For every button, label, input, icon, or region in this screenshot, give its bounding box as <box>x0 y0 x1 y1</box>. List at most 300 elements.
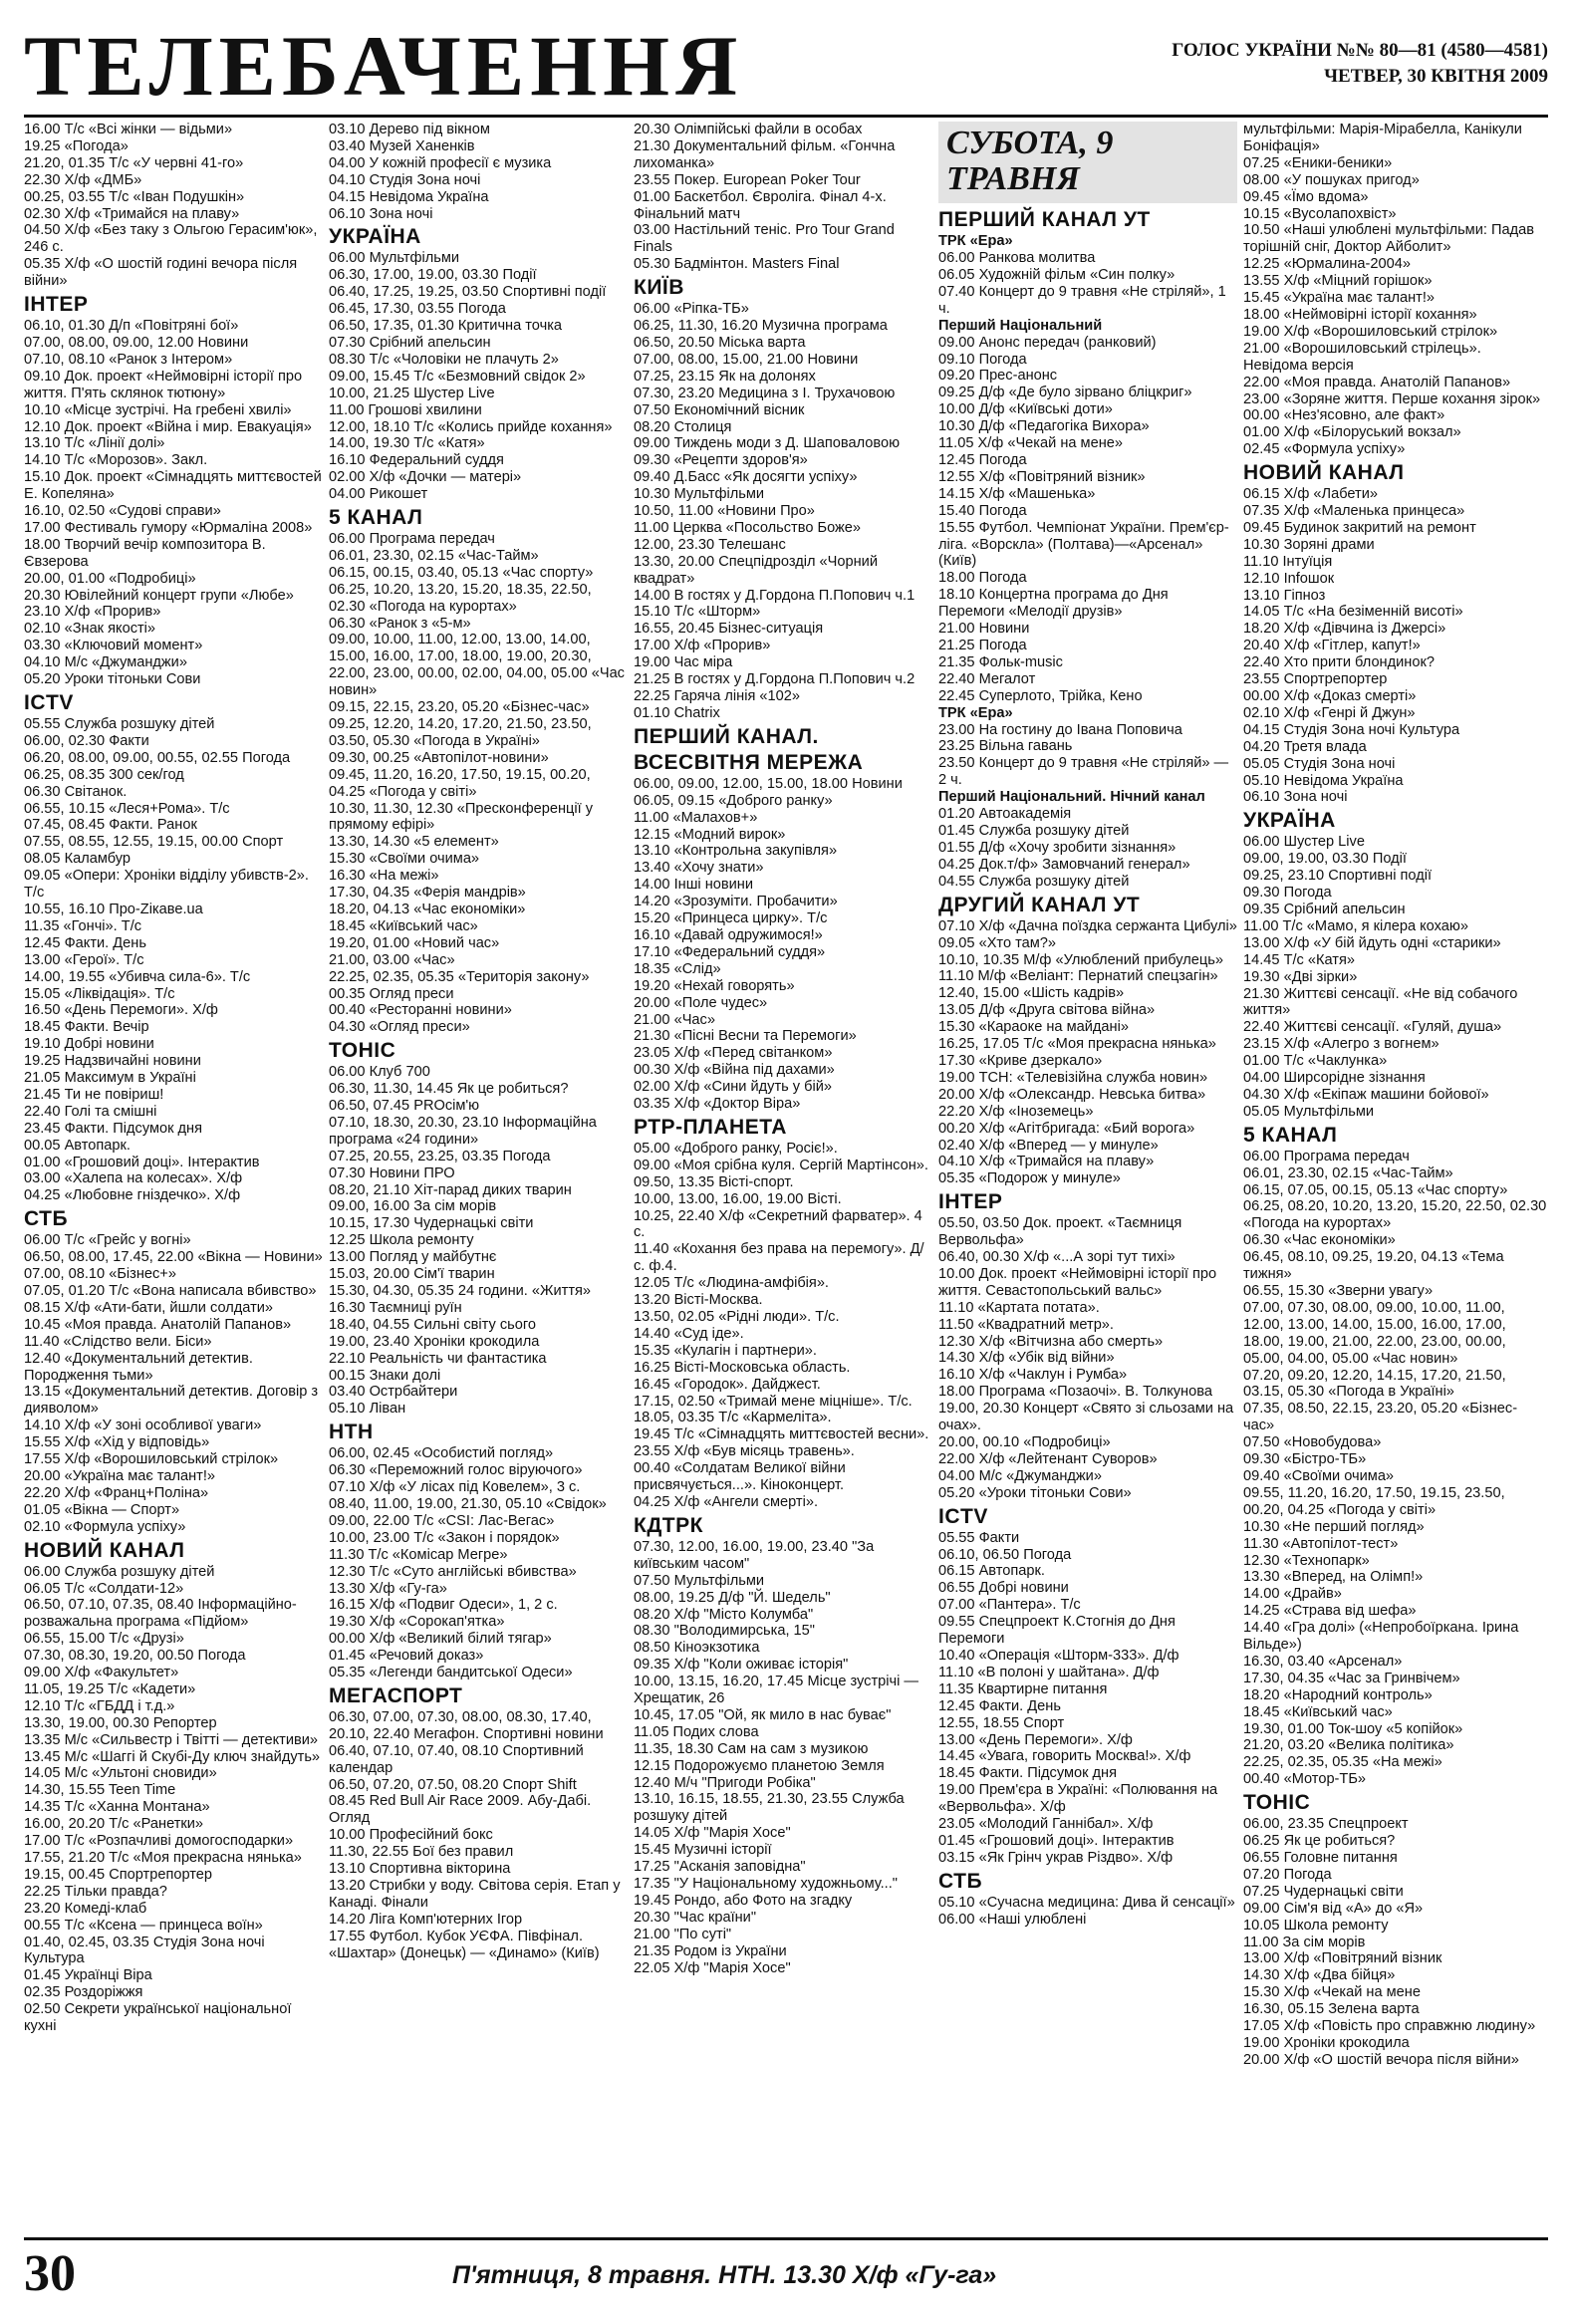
program-listing: 06.00, 02.45 «Особистий погляд» <box>329 1445 554 1462</box>
program-listing: 13.10, 16.15, 18.55, 21.30, 23.55 Служба розшуку дітей <box>634 1791 905 1825</box>
channel-subheading: Перший Національний. Нічний канал <box>938 789 1205 806</box>
program-listing: 16.10 Федеральний суддя <box>329 452 504 469</box>
program-listing: 07.50 «Новобудова» <box>1243 1434 1382 1451</box>
program-listing: 06.25, 08.35 300 сек/год <box>24 766 184 783</box>
channel-heading: НОВИЙ КАНАЛ <box>1243 461 1405 485</box>
program-listing: 18.10 Концертна програма до Дня Перемоги «Мелодії друзів» <box>938 587 1169 621</box>
program-listing: 06.00, 02.30 Факти <box>24 732 149 749</box>
program-listing: 08.00 «У пошуках пригод» <box>1243 171 1420 188</box>
program-listing: 07.35 Х/ф «Маленька принцеса» <box>1243 503 1465 520</box>
channel-heading: СТБ <box>938 1869 983 1893</box>
channel-heading: ТОНІС <box>329 1039 396 1063</box>
channel-heading: КДТРК <box>634 1513 703 1537</box>
day-heading: СУБОТА, 9 ТРАВНЯ <box>938 122 1237 203</box>
program-listing: 14.10 Т/с «Морозов». Закл. <box>24 452 208 469</box>
program-listing: 06.05 Т/с «Солдати-12» <box>24 1580 184 1597</box>
program-listing: 17.05 Х/ф «Повість про справжню людину» <box>1243 2018 1536 2035</box>
program-listing: 14.00 В гостях у Д.Гордона П.Попович ч.1 <box>634 587 916 604</box>
program-listing: 03.15 «Як Грінч украв Різдво». Х/ф <box>938 1849 1174 1866</box>
program-listing: 07.55, 08.55, 12.55, 19.15, 00.00 Спорт <box>24 834 284 851</box>
program-listing: 20.00 Х/ф «Олександр. Невська битва» <box>938 1086 1206 1103</box>
program-listing: 16.25, 17.05 Т/с «Моя прекрасна нянька» <box>938 1036 1216 1053</box>
program-listing: 11.05 Подих слова <box>634 1723 759 1740</box>
program-listing: 03.30 «Ключовий момент» <box>24 638 203 654</box>
program-listing: 18.00 Програма «Позаочі». В. Толкунова <box>938 1384 1212 1401</box>
program-listing: 06.20, 08.00, 09.00, 00.55, 02.55 Погода <box>24 749 291 766</box>
program-listing: 19.45 Т/с «Сімнадцять миттєвостей весни». <box>634 1426 929 1443</box>
program-listing: 01.45 «Речовий доказ» <box>329 1648 484 1665</box>
program-listing: 14.45 «Увага, говорить Москва!». Х/ф <box>938 1748 1191 1765</box>
program-listing: 06.55, 10.15 «Леся+Рома». Т/с <box>24 800 230 817</box>
program-listing: 09.00 Тиждень моди з Д. Шаповаловою <box>634 435 901 452</box>
program-listing: 13.35 М/с «Сильвестр і Твітті — детективи» <box>24 1731 318 1748</box>
program-listing: 10.55, 16.10 Про-Zікаве.ua <box>24 901 203 917</box>
program-listing: 04.30 «Огляд преси» <box>329 1019 470 1036</box>
program-listing: 18.20 Х/ф «Дівчина із Джерсі» <box>1243 621 1446 638</box>
program-listing: 12.25 Школа ремонту <box>329 1232 474 1249</box>
channel-heading: УКРАЇНА <box>329 225 421 249</box>
program-listing: 09.40 «Своїми очима» <box>1243 1467 1395 1484</box>
program-listing: 19.20 «Нехай говорять» <box>634 977 795 994</box>
program-listing: 00.00 Х/ф «Доказ смерті» <box>1243 688 1417 704</box>
program-listing: 09.20 Прес-анонс <box>938 368 1058 385</box>
program-listing: 17.10 «Федеральний суддя» <box>634 943 826 960</box>
program-listing: 01.45 Служба розшуку дітей <box>938 823 1130 840</box>
program-listing: 16.30 Таємниці руїн <box>329 1299 462 1316</box>
program-listing: 17.30, 04.35 «Ферія мандрів» <box>329 885 526 902</box>
program-listing: 06.00 «Наші улюблені <box>938 1911 1087 1928</box>
program-listing: 14.45 Т/с «Катя» <box>1243 951 1356 968</box>
program-listing: 05.35 «Подорож у минуле» <box>938 1170 1121 1187</box>
program-listing: 09.45 Будинок закритий на ремонт <box>1243 519 1476 536</box>
program-listing: 19.00, 20.30 Концерт «Свято зі сльозами на очах». <box>938 1401 1234 1434</box>
newspaper-name: ГОЛОС УКРАЇНИ №№ 80—81 (4580—4581) <box>1172 40 1548 61</box>
program-listing: 20.30 Ювілейний концерт групи «Любе» <box>24 587 294 604</box>
program-listing: 06.10 Зона ночі <box>1243 789 1348 806</box>
program-listing: 04.25 Док.т/ф» Замовчаний генерал» <box>938 856 1190 873</box>
program-listing: 10.15, 17.30 Чудернацькі світи <box>329 1215 534 1232</box>
program-listing: 17.30, 04.35 «Час за Гринвічем» <box>1243 1670 1460 1686</box>
program-listing: 11.35, 18.30 Сам на сам з музикою <box>634 1740 869 1757</box>
program-listing: 15.10 Т/с «Шторм» <box>634 604 761 621</box>
program-listing: 23.00 На гостину до Івана Поповича <box>938 721 1182 738</box>
schedule-column-3 <box>634 122 932 2233</box>
program-listing: 23.50 Концерт до 9 травня «Не стріляй» — 2 ч. <box>938 755 1229 789</box>
program-listing: 22.45 Суперлото, Трійка, Кено <box>938 687 1143 704</box>
program-listing: 05.20 Уроки тітоньки Сови <box>24 671 201 688</box>
program-listing: 21.35 Родом із України <box>634 1942 787 1959</box>
page-footer <box>24 2237 1548 2307</box>
program-listing: 05.35 Х/ф «О шостій годині вечора після війни» <box>24 256 298 290</box>
program-listing: 08.20, 21.10 Хіт-парад диких тварин <box>329 1181 572 1198</box>
program-listing: 14.30 Х/ф «Убік від війни» <box>938 1350 1115 1367</box>
program-listing: 01.40, 02.45, 03.35 Студія Зона ночі Культура <box>24 1934 265 1967</box>
program-listing: 20.00 «Україна має талант!» <box>24 1467 216 1484</box>
program-listing: 04.00 У кожній професії є музика <box>329 154 552 171</box>
issue-info <box>1172 38 1548 90</box>
program-listing: 10.00 Професійний бокс <box>329 1827 493 1844</box>
program-listing: 19.00 Прем'єра в Україні: «Полювання на «Вервольфа». Х/ф <box>938 1782 1218 1816</box>
program-listing: 19.25 Надзвичайні новини <box>24 1053 201 1070</box>
program-listing: 00.35 Огляд преси <box>329 985 454 1002</box>
program-listing: 09.35 Х/ф "Коли оживає історія" <box>634 1657 849 1674</box>
program-listing: 13.30 Х/ф «Гу-га» <box>329 1580 447 1597</box>
program-listing: 08.45 Red Bull Air Race 2009. Абу-Дабі. Огляд <box>329 1793 592 1827</box>
program-listing: 23.55 Спортрепортер <box>1243 671 1388 688</box>
program-listing: 18.00 Погода <box>938 570 1027 587</box>
program-listing: 07.00, 07.30, 08.00, 09.00, 10.00, 11.00, 12.00, 13.00, 14.00, 15.00, 16.00, 17.00, 18.00, 19.00, 21.00, 22.00, 23.00, 00.00, 05.00, 04.00, 05.00 «Час новин» <box>1243 1299 1506 1367</box>
program-listing: 15.10 Док. проект «Сімнадцять миттєвостей Е. Копеляна» <box>24 469 322 503</box>
program-listing: 15.05 «Ліквідація». Т/с <box>24 985 175 1002</box>
program-listing: 18.35 «Слід» <box>634 960 721 977</box>
channel-subheading: ТРК «Ера» <box>938 233 1013 249</box>
program-listing: 05.30 Бадмінтон. Masters Final <box>634 256 840 273</box>
program-listing: 16.10 Х/ф «Чаклун і Румба» <box>938 1367 1128 1384</box>
program-listing: 12.15 Подорожуємо планетою Земля <box>634 1757 885 1774</box>
program-listing: 20.00, 01.00 «Подробиці» <box>24 570 196 587</box>
program-listing: 13.00 Погляд у майбутнє <box>329 1249 497 1266</box>
program-listing: 12.40, 15.00 «Шість кадрів» <box>938 985 1125 1002</box>
program-listing: 19.00 ТСН: «Телевізійна служба новин» <box>938 1069 1208 1086</box>
program-listing: 12.55, 18.55 Спорт <box>938 1714 1065 1731</box>
program-listing: 13.20 Вісті-Москва. <box>634 1292 763 1309</box>
program-listing: 06.00 Програма передач <box>1243 1148 1410 1164</box>
section-title: ТЕЛЕБАЧЕННЯ <box>24 18 744 114</box>
channel-heading: КИЇВ <box>634 276 684 300</box>
program-listing: 11.30 «Автопілот-тест» <box>1243 1535 1399 1552</box>
program-listing: 06.55, 15.30 «Зверни увагу» <box>1243 1283 1434 1299</box>
program-listing: 04.30 Х/ф «Екіпаж машини бойової» <box>1243 1086 1489 1103</box>
program-listing: 07.35, 08.50, 22.15, 23.20, 05.20 «Бізнес-час» <box>1243 1401 1518 1434</box>
program-listing: 06.30 «Час економіки» <box>1243 1232 1396 1249</box>
program-listing: 08.20 Столиця <box>634 418 732 435</box>
program-listing: 05.20 «Уроки тітоньки Сови» <box>938 1484 1132 1501</box>
program-listing: 07.25, 20.55, 23.25, 03.35 Погода <box>329 1148 551 1164</box>
program-listing: 07.25 «Еники-беники» <box>1243 154 1393 171</box>
program-listing: 00.30 Х/ф «Війна під дахами» <box>634 1062 835 1079</box>
program-listing: 07.25 Чудернацькі світи <box>1243 1883 1404 1900</box>
program-listing: 21.20, 03.20 «Велика політика» <box>1243 1737 1454 1754</box>
program-listing: 08.30 "Володимирська, 15" <box>634 1623 815 1640</box>
program-listing: 11.00 Церква «Посольство Боже» <box>634 519 862 536</box>
program-listing: 14.40 «Суд іде». <box>634 1325 744 1342</box>
program-listing: 11.10 «Картата потата». <box>938 1299 1100 1316</box>
program-listing: 05.10 Невідома Україна <box>1243 772 1404 789</box>
program-listing: 23.10 Х/ф «Прорив» <box>24 604 161 621</box>
program-listing: 05.55 Факти <box>938 1529 1020 1546</box>
program-listing: 04.00 Рикошет <box>329 486 428 503</box>
program-listing: 06.00 Мультфільми <box>329 250 460 267</box>
program-listing: 09.00, 22.00 Т/с «CSI: Лас-Вегас» <box>329 1512 555 1529</box>
program-listing: 02.10 Х/ф «Генрі й Джун» <box>1243 704 1416 721</box>
channel-heading: ТОНІС <box>1243 1791 1311 1815</box>
program-listing: 14.00 «Драйв» <box>1243 1586 1342 1603</box>
program-listing: 15.30, 04.30, 05.35 24 години. «Життя» <box>329 1283 592 1299</box>
program-listing: 23.25 Вільна гавань <box>938 738 1073 755</box>
program-listing: 00.15 Знаки долі <box>329 1367 441 1384</box>
channel-heading: ІНТЕР <box>938 1190 1003 1214</box>
program-listing: 10.00, 21.25 Шустер Live <box>329 385 495 401</box>
program-listing: 06.55 Головне питання <box>1243 1850 1398 1866</box>
program-listing: 01.20 Автоакадемія <box>938 806 1072 823</box>
program-listing: 23.55 Покер. European Poker Tour <box>634 171 861 188</box>
program-listing: 00.55 Т/с «Ксена — принцеса воїн» <box>24 1917 263 1934</box>
program-listing: 19.30, 01.00 Ток-шоу «5 копійок» <box>1243 1720 1463 1737</box>
program-listing: 03.00 «Халепа на колесах». Х/ф <box>24 1170 243 1187</box>
program-listing: 09.00, 19.00, 03.30 Події <box>1243 851 1407 868</box>
program-listing: 06.40, 00.30 Х/ф «...А зорі тут тихі» <box>938 1249 1176 1266</box>
program-listing: 22.20 Х/ф «Іноземець» <box>938 1103 1094 1120</box>
program-listing: 19.30 «Дві зірки» <box>1243 968 1358 985</box>
program-listing: 19.45 Рондо, або Фото на згадку <box>634 1892 853 1909</box>
program-listing: 15.55 Футбол. Чемпіонат України. Прем'єр-ліга. «Ворскла» (Полтава)—«Арсенал» (Київ) <box>938 519 1229 570</box>
program-listing: 18.00 Творчий вечір композитора В. Євзерова <box>24 536 266 570</box>
program-listing: 23.45 Факти. Підсумок дня <box>24 1120 203 1137</box>
program-listing: 06.50, 07.20, 07.50, 08.20 Спорт Shift <box>329 1776 577 1793</box>
program-listing: 10.30 Зоряні драми <box>1243 536 1375 553</box>
program-listing: 09.50, 13.35 Вісті-спорт. <box>634 1173 794 1190</box>
program-listing: 06.30 «Ранок з «5-м» <box>329 615 471 632</box>
program-listing: 21.45 Ти не повіриш! <box>24 1086 164 1103</box>
program-listing: 21.00 "По суті" <box>634 1926 732 1942</box>
program-listing: 09.55, 11.20, 16.20, 17.50, 19.15, 23.50, 00.20, 04.25 «Погода у світі» <box>1243 1484 1505 1518</box>
program-listing: 22.25, 02.35, 05.35 «Територія закону» <box>329 968 590 985</box>
program-listing: 15.03, 20.00 Сім'ї тварин <box>329 1266 495 1283</box>
program-listing: 11.05 Х/ф «Чекай на мене» <box>938 435 1124 452</box>
program-listing: 02.10 «Знак якості» <box>24 621 156 638</box>
program-listing: 12.10 Т/с «ГБДД і т.д.» <box>24 1697 175 1714</box>
program-listing: 12.30 «Технопарк» <box>1243 1552 1370 1569</box>
program-listing: 23.05 Х/ф «Перед світанком» <box>634 1045 833 1062</box>
program-listing: 12.00, 18.10 Т/с «Колись прийде кохання» <box>329 418 613 435</box>
program-listing: 18.20, 04.13 «Час економіки» <box>329 901 526 917</box>
program-listing: 01.10 Chatrix <box>634 704 720 721</box>
program-listing: 16.30 «На межі» <box>329 868 439 885</box>
program-listing: 10.10 «Місце зустрічі. На гребені хвилі» <box>24 401 292 418</box>
program-listing: 00.00 «Нез'ясовно, але факт» <box>1243 407 1445 424</box>
program-listing: 00.20 Х/ф «Агітбригада: «Бий ворога» <box>938 1120 1195 1137</box>
channel-heading: ПЕРШИЙ КАНАЛ УТ <box>938 208 1151 231</box>
program-listing: 09.30 Погода <box>1243 885 1332 902</box>
program-listing: 04.25 Х/ф «Ангели смерті». <box>634 1493 819 1510</box>
channel-heading: 5 КАНАЛ <box>1243 1123 1338 1147</box>
program-listing: 22.25 Гаряча лінія «102» <box>634 688 801 704</box>
program-listing: 06.30, 07.00, 07.30, 08.00, 08.30, 17.40, 20.10, 22.40 Мегафон. Спортивні новини <box>329 1708 604 1742</box>
program-listing: 06.00, 09.00, 12.00, 15.00, 18.00 Новини <box>634 775 903 792</box>
program-listing: 21.35 Фольк-music <box>938 653 1063 670</box>
program-listing: 14.20 Ліга Комп'ютерних Ігор <box>329 1911 523 1928</box>
program-listing: 06.40, 07.10, 07.40, 08.10 Спортивний календар <box>329 1742 584 1776</box>
program-listing: 15.20 «Принцеса цирку». Т/с <box>634 910 828 927</box>
program-listing: 13.55 Х/ф «Міцний горішок» <box>1243 273 1433 290</box>
program-listing: 01.00 Т/с «Чаклунка» <box>1243 1053 1388 1070</box>
program-listing: 20.30 "Час країни" <box>634 1909 757 1926</box>
program-listing: 10.10, 10.35 М/ф «Улюблений прибулець» <box>938 951 1223 968</box>
program-listing: 04.00 Ширсорідне зізнання <box>1243 1070 1426 1087</box>
program-listing: 07.00 «Пантера». Т/с <box>938 1597 1081 1614</box>
program-listing: 12.15 «Модний вирок» <box>634 826 786 843</box>
program-listing: 21.30 Документальний фільм. «Гончна лихоманка» <box>634 137 896 171</box>
program-listing: 22.40 Мегалот <box>938 670 1036 687</box>
program-listing: 22.10 Реальність чи фантастика <box>329 1350 547 1367</box>
program-listing: 15.30 «Караоке на майдані» <box>938 1019 1129 1036</box>
schedule-column-5 <box>1243 122 1548 2233</box>
program-listing: 06.15, 00.15, 03.40, 05.13 «Час спорту» <box>329 564 594 581</box>
program-listing: 10.00, 13.15, 16.20, 17.45 Місце зустрічі — Хрещатик, 26 <box>634 1674 919 1707</box>
program-listing: 07.00, 08.00, 15.00, 21.00 Новини <box>634 351 859 368</box>
program-listing: 05.10 Ліван <box>329 1401 406 1418</box>
program-listing: 11.35 Квартирне питання <box>938 1680 1108 1697</box>
program-listing: 06.00 «Ріпка-ТБ» <box>634 301 749 318</box>
program-listing: 17.55, 21.20 Т/с «Моя прекрасна нянька» <box>24 1850 302 1866</box>
program-listing: 07.30, 23.20 Медицина з І. Трухачовою <box>634 385 896 401</box>
program-listing: 06.25, 08.20, 10.20, 13.20, 15.20, 22.50, 02.30 «Погода на курортах» <box>1243 1198 1547 1232</box>
program-listing: 00.05 Автопарк. <box>24 1137 131 1154</box>
program-listing: 18.20 «Народний контроль» <box>1243 1686 1433 1703</box>
program-listing: 19.25 «Погода» <box>24 137 129 154</box>
program-listing: 11.10 М/ф «Веліант: Пернатий спецзагін» <box>938 968 1218 985</box>
program-listing: 10.40 «Операція «Шторм-333». Д/ф <box>938 1647 1179 1664</box>
program-listing: 02.00 Х/ф «Сини йдуть у бій» <box>634 1079 833 1096</box>
channel-heading: ІНТЕР <box>24 293 89 317</box>
program-listing: 12.45 Факти. День <box>24 934 146 951</box>
program-listing: 22.30 Х/ф «ДМБ» <box>24 171 142 188</box>
channel-heading: ICTV <box>24 691 74 714</box>
program-listing: 15.45 «Україна має талант!» <box>1243 290 1436 307</box>
program-listing: 13.45 М/с «Шаггі й Скубі-Ду ключ знайдуть» <box>24 1748 321 1765</box>
program-listing: 22.00 Х/ф «Лейтенант Суворов» <box>938 1450 1158 1467</box>
program-listing: 02.30 Х/ф «Тримайся на плаву» <box>24 205 240 222</box>
program-listing: 06.50, 17.35, 01.30 Критична точка <box>329 318 563 335</box>
channel-heading: ПЕРШИЙ КАНАЛ. ВСЕСВІТНЯ МЕРЕЖА <box>634 724 864 774</box>
program-listing: 07.45, 08.45 Факти. Ранок <box>24 817 197 834</box>
program-listing: 13.00 «Герої». Т/с <box>24 951 144 968</box>
program-listing: 13.20 Стрибки у воду. Світова серія. Етап у Канаді. Фінали <box>329 1878 621 1911</box>
program-listing: 05.05 Мультфільми <box>1243 1103 1375 1120</box>
program-listing: 06.10, 06.50 Погода <box>938 1546 1072 1563</box>
program-listing: 21.30 «Пісні Весни та Перемоги» <box>634 1028 857 1045</box>
program-listing: 01.55 Д/ф «Хочу зробити зізнання» <box>938 840 1177 856</box>
channel-heading: НТН <box>329 1420 374 1444</box>
program-listing: 04.10 Х/ф «Тримайся на плаву» <box>938 1154 1155 1170</box>
program-listing: 06.55 Добрі новини <box>938 1580 1069 1597</box>
channel-heading: ICTV <box>938 1504 988 1528</box>
program-listing: 11.00 Грошові хвилини <box>329 401 482 418</box>
program-listing: 13.50, 02.05 «Рідні люди». Т/с. <box>634 1309 840 1325</box>
program-listing: 08.00, 19.25 Д/ф "Й. Шедель" <box>634 1589 831 1606</box>
program-listing: 06.45, 17.30, 03.55 Погода <box>329 301 506 318</box>
program-listing: 17.00 Фестиваль гумору «Юрмаліна 2008» <box>24 519 313 536</box>
program-listing: 14.00 Інші новини <box>634 877 753 894</box>
program-listing: 14.05 М/с «Ультоні сновиди» <box>24 1765 217 1782</box>
program-listing: 12.55 Х/ф «Повітряний візник» <box>938 468 1146 485</box>
program-listing: 18.40, 04.55 Сильні світу сього <box>329 1316 536 1333</box>
program-listing: 09.00 «Моя срібна куля. Сергій Мартінсон». <box>634 1157 928 1173</box>
program-listing: 21.00 «Час» <box>634 1011 715 1028</box>
program-listing: 11.40 «Кохання без права на перемогу». Д/с. ф.4. <box>634 1241 924 1275</box>
program-listing: 09.30, 00.25 «Автопілот-новини» <box>329 749 549 766</box>
program-listing: 13.05 Д/ф «Друга світова війна» <box>938 1002 1156 1019</box>
program-listing: 07.05, 01.20 Т/с «Вона написала вбивство» <box>24 1283 317 1299</box>
program-listing: 03.00 Настільний теніс. Pro Tour Grand Finals <box>634 222 895 256</box>
program-listing: 09.05 «Опери: Хроніки відділу убивств-2». Т/с <box>24 868 309 902</box>
program-listing: 09.00, 16.00 За сім морів <box>329 1198 497 1215</box>
program-listing: 12.40 «Документальний детектив. Породження тьми» <box>24 1350 253 1384</box>
program-listing: 10.45 «Моя правда. Анатолій Папанов» <box>24 1316 292 1333</box>
program-listing: 21.20, 01.35 Т/с «У червні 41-го» <box>24 154 244 171</box>
program-listing: 17.15, 02.50 «Тримай мене міцніше». Т/с. <box>634 1393 913 1410</box>
program-listing: 02.00 Х/ф «Дочки — матері» <box>329 469 522 486</box>
program-listing: 04.10 М/с «Джуманджи» <box>24 654 187 671</box>
program-listing: 12.10 Infoшок <box>1243 570 1335 587</box>
program-listing: 18.05, 03.35 Т/с «Кармеліта». <box>634 1410 832 1426</box>
program-listing: 14.40 «Гра долі» («Непробоїркана. Ірина Вільде») <box>1243 1620 1519 1654</box>
program-listing: 20.30 Олімпійські файли в особах <box>634 122 863 137</box>
channel-subheading: Перший Національний <box>938 317 1103 334</box>
channel-heading: ДРУГИЙ КАНАЛ УТ <box>938 893 1141 916</box>
program-listing: 09.00 Х/ф «Факультет» <box>24 1665 179 1681</box>
program-listing: 21.00, 03.00 «Час» <box>329 951 455 968</box>
program-listing: 03.35 Х/ф «Доктор Віра» <box>634 1096 801 1113</box>
program-listing: 14.35 Т/с «Ханна Монтана» <box>24 1799 210 1816</box>
program-listing: 06.01, 23.30, 02.15 «Час-Тайм» <box>1243 1164 1453 1181</box>
program-listing: 16.00 Т/с «Всі жінки — відьми» <box>24 122 233 137</box>
program-listing: 13.10 «Контрольна закупівля» <box>634 843 838 860</box>
program-listing: 21.00 Новини <box>938 621 1030 638</box>
program-listing: 06.00, 23.35 Спецпроект <box>1243 1816 1409 1833</box>
program-listing: 11.00 Т/с «Мамо, я кілера кохаю» <box>1243 917 1468 934</box>
program-listing: 15.55 Х/ф «Хід у відповідь» <box>24 1434 210 1451</box>
program-listing: 00.25, 03.55 Т/с «Іван Подушкін» <box>24 188 245 205</box>
program-listing: 17.35 "У Національному художньому..." <box>634 1876 898 1892</box>
program-listing: 12.00, 23.30 Телешанс <box>634 536 786 553</box>
program-listing: мультфільми: Марія-Мірабелла, Канікули Боніфація» <box>1243 122 1522 154</box>
program-listing: 04.50 Х/ф «Без таку з Ольгою Герасим'юк», 246 с. <box>24 222 318 256</box>
program-listing: 22.05 Х/ф "Марія Хосе" <box>634 1959 791 1976</box>
program-listing: 06.50, 07.10, 07.35, 08.40 Інформаційно-розважальна програма «Підйом» <box>24 1597 297 1631</box>
program-listing: 05.55 Служба розшуку дітей <box>24 716 215 732</box>
program-listing: 07.20 Погода <box>1243 1866 1332 1883</box>
program-listing: 06.15 Х/ф «Лабети» <box>1243 486 1379 503</box>
program-listing: 16.45 «Городок». Дайджест. <box>634 1376 821 1393</box>
program-listing: 15.30 Х/ф «Чекай на мене <box>1243 1984 1421 2001</box>
program-listing: 00.00 Х/ф «Великий білий тягар» <box>329 1631 552 1648</box>
program-listing: 08.30 Т/с «Чоловіки не плачуть 2» <box>329 351 559 368</box>
program-listing: 12.10 Док. проект «Війна і мир. Евакуація» <box>24 418 312 435</box>
channel-heading: СТБ <box>24 1207 69 1231</box>
program-listing: 08.15 Х/ф «Ати-бати, йшли солдати» <box>24 1299 274 1316</box>
program-listing: 09.25, 23.10 Спортивні події <box>1243 868 1433 885</box>
program-listing: 21.05 Максимум в Україні <box>24 1070 196 1087</box>
program-listing: 13.30 «Вперед, на Олімп!» <box>1243 1569 1424 1586</box>
page-number: 30 <box>24 2245 76 2302</box>
program-listing: 13.30, 14.30 «5 елемент» <box>329 834 499 851</box>
program-listing: 06.55, 15.00 Т/с «Друзі» <box>24 1631 184 1648</box>
program-listing: 02.45 «Формула успіху» <box>1243 441 1406 458</box>
program-listing: 19.10 Добрі новини <box>24 1036 154 1053</box>
program-listing: 08.20 Х/ф "Місто Колумба" <box>634 1606 814 1623</box>
program-listing: 15.30 «Своїми очима» <box>329 851 480 868</box>
program-listing: 15.35 «Кулагін і партнери». <box>634 1342 817 1359</box>
program-listing: 19.00 Час міра <box>634 654 733 671</box>
program-listing: 09.55 Спецпроект К.Стогнія до Дня Перемоги <box>938 1614 1176 1648</box>
program-listing: 05.05 Студія Зона ночі <box>1243 755 1396 772</box>
program-listing: 02.10 «Формула успіху» <box>24 1518 186 1535</box>
program-listing: 20.00 Х/ф «О шостій вечора після війни» <box>1243 2051 1519 2068</box>
program-listing: 06.25, 11.30, 16.20 Музична програма <box>634 318 888 335</box>
program-listing: 08.40, 11.00, 19.00, 21.30, 05.10 «Свідок» <box>329 1495 607 1512</box>
program-listing: 09.45 «Їмо вдома» <box>1243 188 1369 205</box>
